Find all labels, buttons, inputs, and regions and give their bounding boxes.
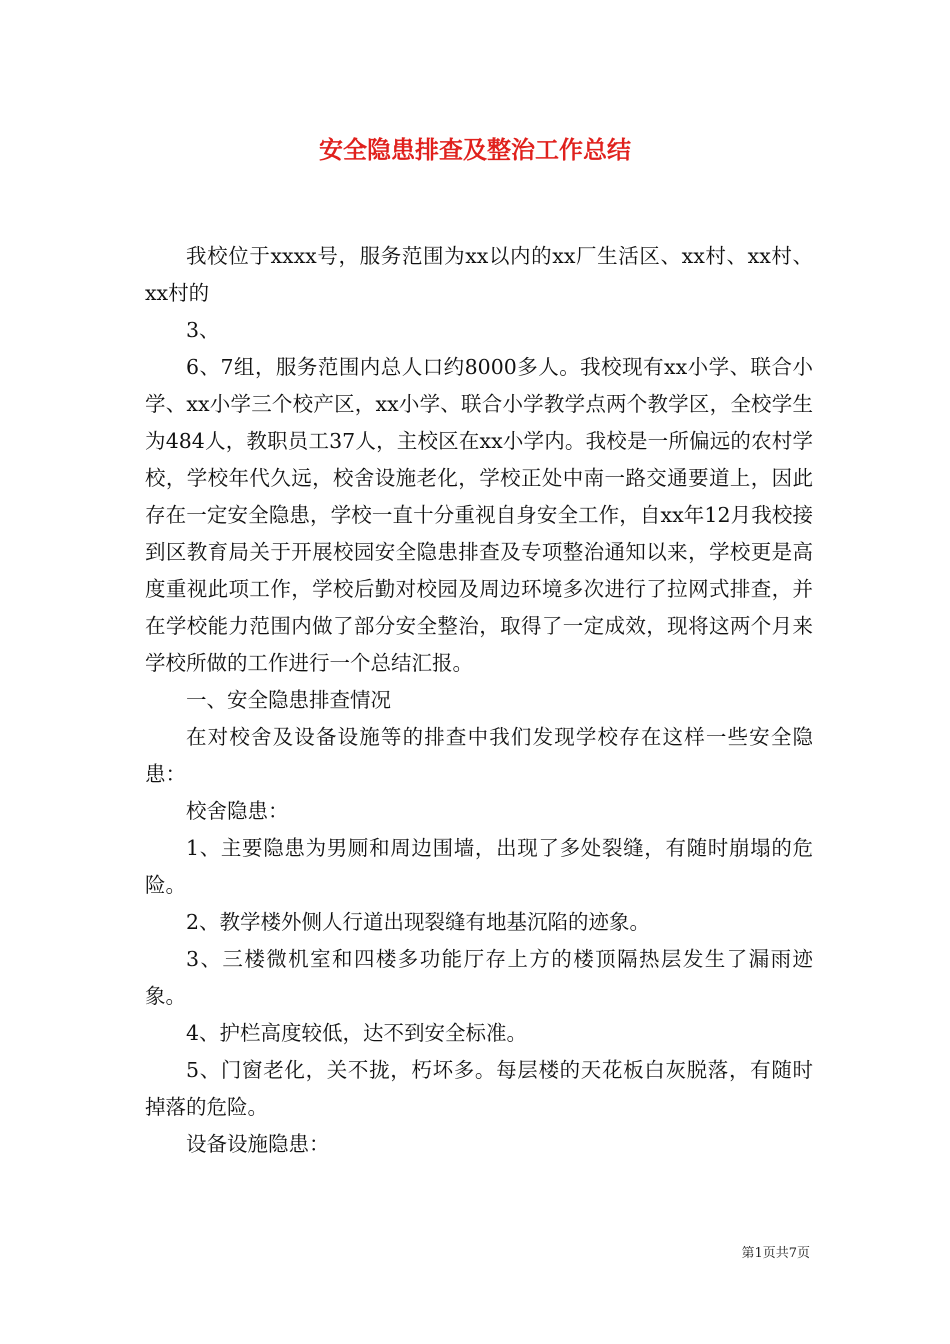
list-item-4: 4、护栏高度较低，达不到安全标准。 bbox=[186, 1021, 528, 1045]
list-item-5: 5、门窗老化，关不拢，朽坏多。每层楼的天花板白灰脱落，有随时掉落的危险。 bbox=[145, 1058, 813, 1119]
paragraph-intro: 我校位于xxxx号，服务范围为xx以内的xx厂生活区、xx村、xx村、xx村的 bbox=[145, 244, 813, 305]
section-heading-1: 一、安全隐患排查情况 bbox=[186, 688, 391, 712]
document-title: 安全隐患排查及整治工作总结 bbox=[319, 135, 631, 164]
page-number: 第1页共7页 bbox=[741, 1246, 810, 1261]
list-item-3: 3、三楼微机室和四楼多功能厅存上方的楼顶隔热层发生了漏雨迹象。 bbox=[145, 947, 813, 1008]
subheading-building-hazards: 校舍隐患： bbox=[186, 799, 289, 823]
document-body bbox=[145, 238, 813, 1163]
list-item-1: 1、主要隐患为男厕和周边围墙，出现了多处裂缝，有随时崩塌的危险。 bbox=[145, 836, 813, 897]
subheading-equipment-hazards: 设备设施隐患： bbox=[186, 1132, 330, 1156]
paragraph-item-3: 3、 bbox=[186, 318, 220, 342]
list-item-2: 2、教学楼外侧人行道出现裂缝有地基沉陷的迹象。 bbox=[186, 910, 651, 934]
paragraph-findings: 在对校舍及设备设施等的排查中我们发现学校存在这样一些安全隐患： bbox=[145, 725, 813, 786]
paragraph-overview: 6、7组，服务范围内总人口约8000多人。我校现有xx小学、联合小学、xx小学三个校产区，xx小学、联合小学教学点两个教学区，全校学生为484人，教职员工37人，主校区在xx小学内。我校是一所偏远的农村学校，学校年代久远，校舍设施老化，学校正处中南一路交通要道上，因此存在一定安全隐患，学校一直十分重视自身安全工作，自xx年12月我校接到区教育局关于开展校园安全隐患排查及专项整治通知以来，学校更是高度重视此项工作，学校后勤对校园及周边环境多次进行了拉网式排查，并在学校能力范围内做了部分安全整治，取得了一定成效，现将这两个月来学校所做的工作进行一个总结汇报。 bbox=[145, 355, 813, 675]
